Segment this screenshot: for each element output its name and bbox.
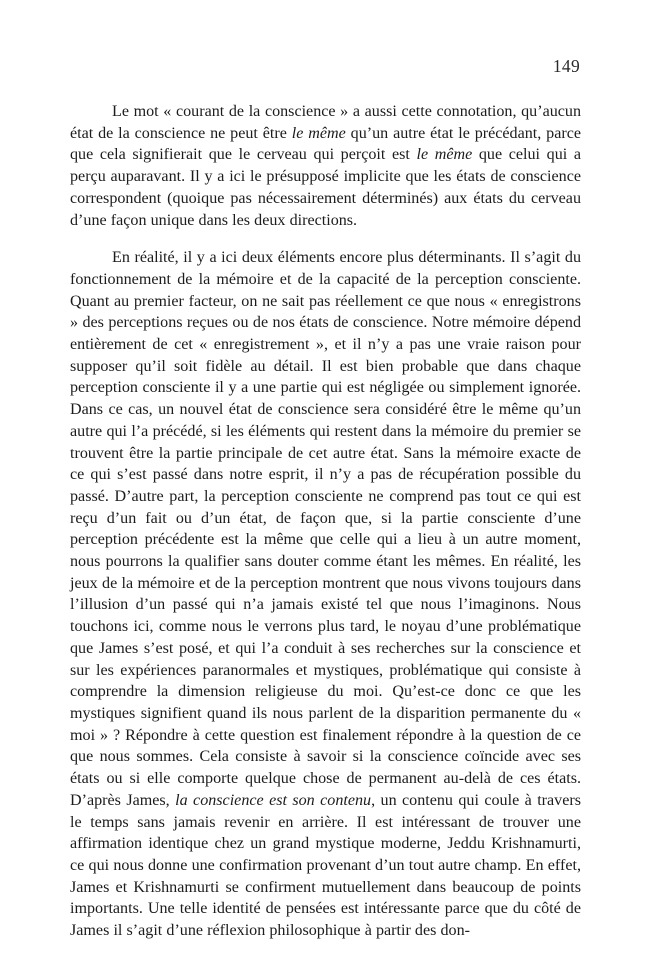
paragraph-2: En réalité, il y a ici deux éléments encore plus déterminants. Il s’agit du fonctionnement de la mémoire et de la capacité de la perception consciente. Quant au premier facteur, on ne sait pas réellement ce que nous « enregistrons » des perceptions reçues ou de nos états de conscience. Notre mémoire dépend entièrement de cet « enregistrement », et il n’y a pas une vraie raison pour supposer qu’il soit fidèle au détail. Il est bien probable que dans chaque perception consciente il y a une partie qui est négligée ou simplement ignorée. Dans ce cas, un nouvel état de conscience sera considéré être le même qu’un autre qui l’a précédé, si les éléments qui restent dans la mémoire du premier se trouvent être la partie principale de cet autre état. Sans la mémoire exacte de ce qui s’est passé dans notre esprit, il n’y a pas de récupération possible du passé. D’autre part, la perception consciente ne comprend pas tout ce qui est reçu d’un fait ou d’un état, de façon que, si la partie consciente d’une perception précédente est la même que celle qui a lieu à un autre moment, nous pourrons la qualifier sans douter comme étant les mêmes. En réalité, les jeux de la mémoire et de la perception montrent que nous vivons toujours dans l’illusion d’un passé qui n’a jamais existé tel que nous l’imaginons. Nous touchons ici, comme nous le verrons plus tard, le noyau d’une problématique que James s’est posé, et qui l’a conduit à ses recherches sur la conscience et sur les expériences paranormales et mystiques, problématique qui consiste à comprendre la dimension religieuse du moi. Qu’est-ce donc ce que les mystiques signifient quand ils nous parlent de la disparition permanente du « moi » ? Répondre à cette question est finalement répondre à la question de ce que nous sommes. Cela consiste à savoir si la conscience coïncide avec ses états ou si elle comporte quelque chose de permanent au-delà de ces états. D’après James, la conscience est son contenu, un contenu qui coule à travers le temps sans jamais revenir en arrière. Il est intéressant de trouver une affirmation identique chez un grand mystique moderne, Jeddu Krishnamurti, ce qui nous donne une confirmation provenant d’un tout autre champ. En effet, James et Krishnamurti se confirment mutuellement dans beaucoup de points importants. Une telle identité de pensées est intéressante parce que du côté de James il s’agit d’une réflexion philosophique à partir des don- — [70, 249, 581, 940]
page-number: 149 — [552, 56, 580, 76]
emphasis-text: le même — [291, 124, 346, 142]
emphasis-text: la conscience est son contenu — [175, 791, 372, 809]
body-text-block — [70, 101, 581, 942]
paragraph-1: Le mot « courant de la conscience » a aussi cette connotation, qu’aucun état de la conscience ne peut être le même qu’un autre état le précédant, parce que cela signifierait que le cerveau qui perçoit est le même que celui qui a perçu auparavant. Il y a ici le présupposé implicite que les états de conscience correspondent (quoique pas nécessairement déterminés) aux états du cerveau d’une façon unique dans les deux directions. — [70, 103, 581, 229]
emphasis-text: le même — [416, 146, 473, 164]
